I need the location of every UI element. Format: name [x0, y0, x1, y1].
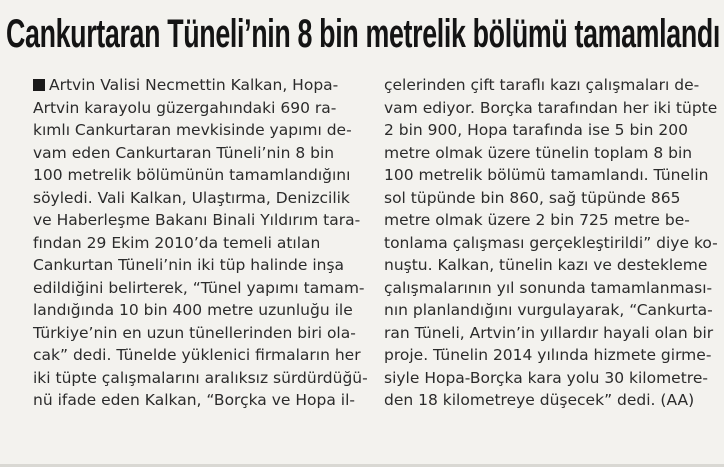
text-line: [384, 119, 720, 142]
text-line: [33, 74, 369, 97]
text-line: [384, 232, 720, 255]
line-text: siyle Hopa-Borçka kara yolu 30 kilometre-: [384, 368, 708, 387]
text-line: [384, 254, 720, 277]
line-text: çelerinden çift taraflı kazı çalışmaları de-: [384, 76, 700, 94]
text-line: [384, 209, 720, 232]
text-line: [33, 97, 369, 120]
right-column: [384, 74, 720, 412]
line-text: iki tüpte çalışmalarını aralıksız sürdürdüğü-: [33, 368, 368, 387]
line-text: metre olmak üzere tünelin toplam 8 bin: [384, 143, 693, 162]
line-text: tonlama çalışması gerçekleştirildi” diye ko-: [384, 233, 718, 252]
text-line: [384, 389, 720, 412]
text-line: [384, 367, 720, 390]
text-line: [384, 142, 720, 165]
line-text: Türkiye’nin en uzun tünellerinden biri ola-: [33, 323, 356, 342]
line-text: ran Tüneli, Artvin’in yıllardır hayali olan bir: [384, 323, 714, 342]
text-line: [384, 344, 720, 367]
text-line: [33, 232, 369, 255]
line-text: proje. Tünelin 2014 yılında hizmete girme-: [384, 346, 712, 364]
text-line: [33, 322, 369, 345]
line-text: vam eden Cankurtaran Tüneli’nin 8 bin: [33, 143, 335, 162]
line-text: ve Haberleşme Bakanı Binali Yıldırım tara-: [33, 211, 361, 229]
line-text: 2 bin 900, Hopa tarafında ise 5 bin 200: [384, 121, 688, 139]
left-column: [33, 74, 369, 412]
line-text: söyledi. Vali Kalkan, Ulaştırma, Denizcilik: [33, 188, 350, 207]
text-line: [384, 299, 720, 322]
headline: Cankurtaran Tüneli’nin 8 bin metrelik bölümü tamamlandı: [6, 12, 721, 56]
bullet-square-icon: [33, 79, 45, 91]
text-line: [33, 142, 369, 165]
line-text: landığında 10 bin 400 metre uzunluğu ile: [33, 301, 353, 319]
line-text: metre olmak üzere 2 bin 725 metre be-: [384, 211, 690, 229]
line-text: nın planlandığını vurgulayarak, “Cankurta-: [384, 301, 713, 319]
line-text: edildiğini belirterek, “Tünel yapımı tamam-: [33, 278, 365, 297]
text-line: [384, 277, 720, 300]
line-text: fından 29 Ekim 2010’da temeli atılan: [33, 233, 321, 252]
line-text: Artvin karayolu güzergahındaki 690 ra-: [33, 98, 337, 117]
text-line: [33, 277, 369, 300]
line-text: Cankurtan Tüneli’nin iki tüp halinde inşa: [33, 256, 345, 274]
text-line: [384, 187, 720, 210]
text-line: [384, 74, 720, 97]
line-text: den 18 kilometreye düşecek” dedi. (AA): [384, 391, 695, 409]
text-line: [33, 164, 369, 187]
text-line: [33, 389, 369, 412]
text-line: [33, 344, 369, 367]
line-text: 100 metrelik bölümü tamamlandı. Tünelin: [384, 166, 709, 184]
text-line: [33, 119, 369, 142]
text-line: [33, 209, 369, 232]
line-text: kımlı Cankurtaran mevkisinde yapımı de-: [33, 121, 352, 139]
text-line: [33, 254, 369, 277]
text-line: [384, 164, 720, 187]
line-text: çalışmalarının yıl sonunda tamamlanması-: [384, 278, 713, 297]
line-text: nü ifade eden Kalkan, “Borçka ve Hopa il-: [33, 391, 355, 409]
text-line: [384, 322, 720, 345]
text-line: [33, 187, 369, 210]
line-text: vam ediyor. Borçka tarafından her iki tüpte: [384, 98, 718, 117]
text-line: [384, 97, 720, 120]
line-text: cak” dedi. Tünelde yüklenici firmaların her: [33, 346, 361, 364]
line-text: 100 metrelik bölümünün tamamlandığını: [33, 166, 351, 184]
text-line: [33, 299, 369, 322]
text-line: [33, 367, 369, 390]
line-text: sol tüpünde bin 860, sağ tüpünde 865: [384, 188, 681, 207]
line-text: nuştu. Kalkan, tünelin kazı ve destekleme: [384, 256, 708, 274]
line-text: Artvin Valisi Necmettin Kalkan, Hopa-: [49, 76, 339, 94]
